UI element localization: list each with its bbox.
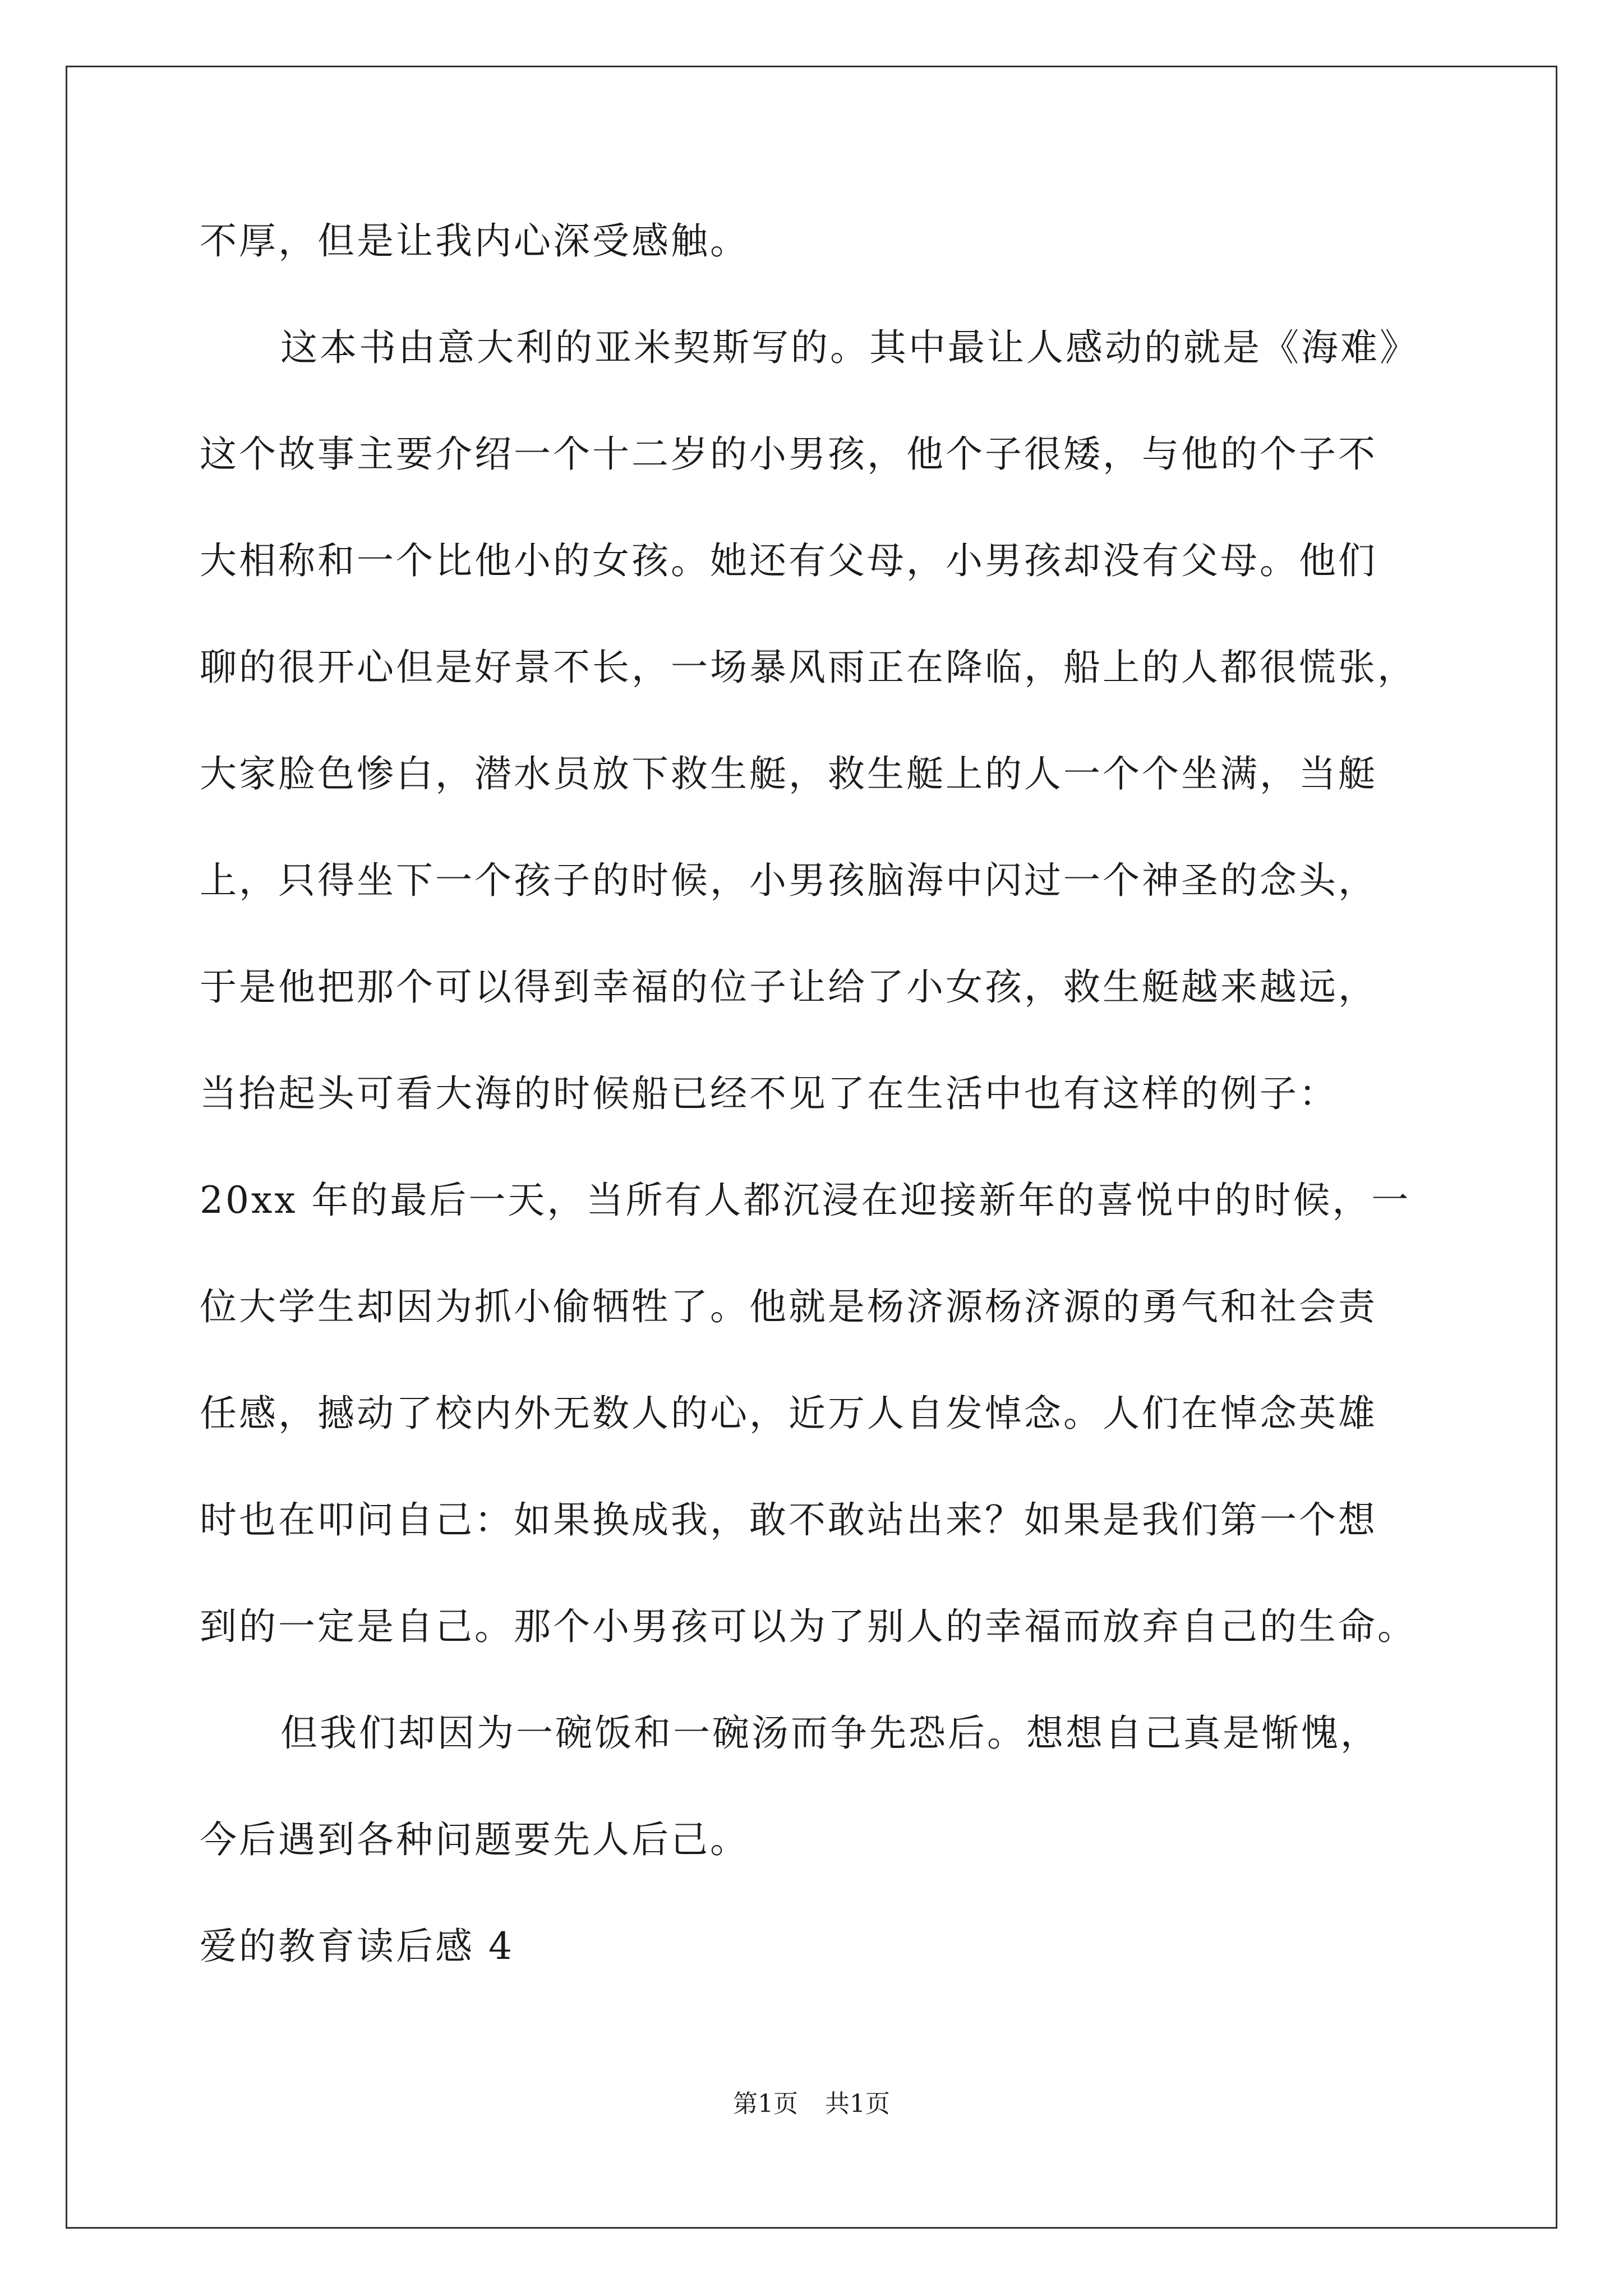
text-line: 上，只得坐下一个孩子的时候，小男孩脑海中闪过一个神圣的念头，	[200, 859, 1377, 902]
page-border	[66, 66, 1557, 2229]
text-line: 当抬起头可看大海的时候船已经不见了在生活中也有这样的例子：	[200, 1072, 1338, 1115]
text-line: 这个故事主要介绍一个十二岁的小男孩，他个子很矮，与他的个子不	[200, 432, 1377, 476]
text-line: 于是他把那个可以得到幸福的位子让给了小女孩，救生艇越来越远，	[200, 965, 1377, 1009]
text-line: 到的一定是自己。那个小男孩可以为了别人的幸福而放弃自己的生命。	[200, 1605, 1417, 1648]
text-line: 时也在叩问自己：如果换成我，敢不敢站出来？如果是我们第一个想	[200, 1498, 1377, 1542]
page-number: 第1页	[733, 2090, 798, 2118]
text-line: 但我们却因为一碗饭和一碗汤而争先恐后。想想自己真是惭愧，	[280, 1711, 1380, 1755]
text-line: 20xx 年的最后一天，当所有人都沉浸在迎接新年的喜悦中的时候，一	[200, 1179, 1411, 1222]
text-line: 今后遇到各种问题要先人后己。	[200, 1818, 749, 1861]
text-line: 聊的很开心但是好景不长，一场暴风雨正在降临，船上的人都很慌张，	[200, 646, 1417, 689]
text-line: 位大学生却因为抓小偷牺牲了。他就是杨济源杨济源的勇气和社会责	[200, 1285, 1377, 1328]
text-line: 大家脸色惨白，潜水员放下救生艇，救生艇上的人一个个坐满，当艇	[200, 752, 1377, 795]
text-line: 这本书由意大利的亚米契斯写的。其中最让人感动的就是《海难》	[280, 326, 1419, 369]
section-heading: 爱的教育读后感 4	[200, 1925, 514, 1968]
page-total: 共1页	[825, 2090, 890, 2118]
text-line: 任感，撼动了校内外无数人的心，近万人自发悼念。人们在悼念英雄	[200, 1392, 1377, 1435]
page-footer	[0, 2088, 1623, 2120]
text-line: 大相称和一个比他小的女孩。她还有父母，小男孩却没有父母。他们	[200, 539, 1377, 582]
text-line: 不厚，但是让我内心深受感触。	[200, 219, 749, 263]
